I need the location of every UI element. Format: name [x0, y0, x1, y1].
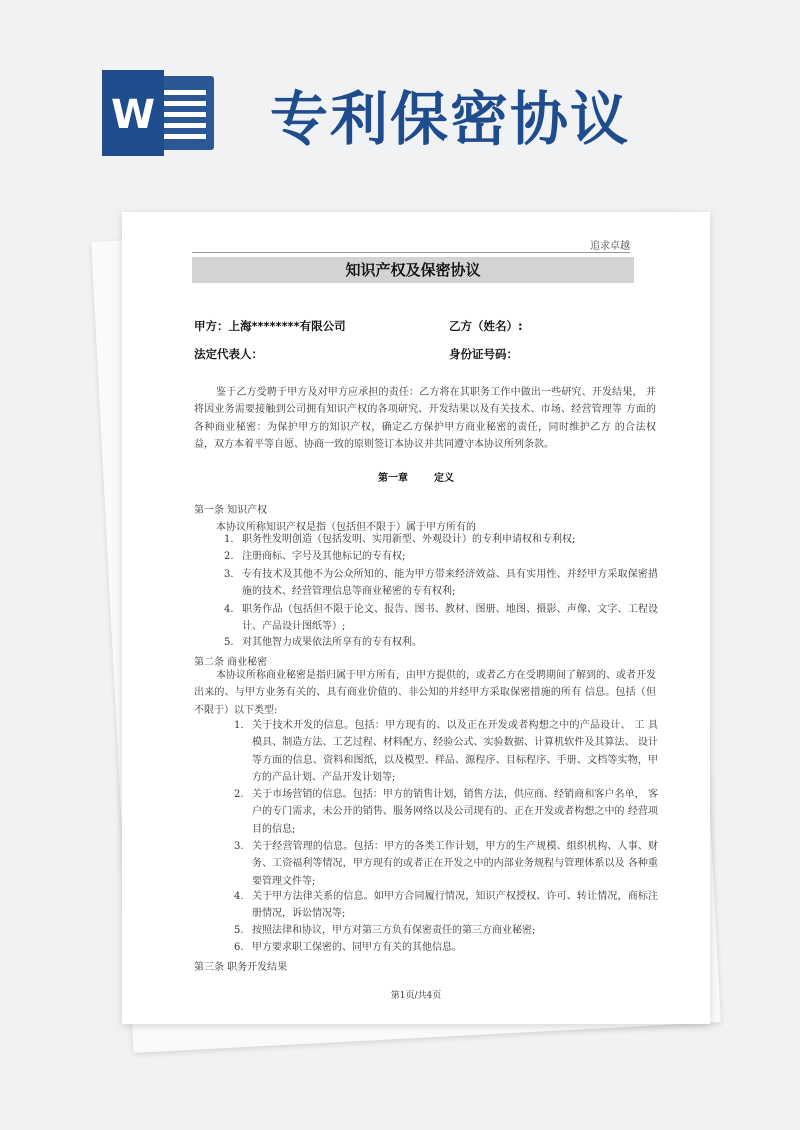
party-b: 乙方（姓名）:	[449, 319, 523, 333]
article-3-heading: 第三条 职务开发结果	[194, 962, 288, 973]
list-item: 1. 关于技术开发的信息。包括：甲方现有的、以及正在开发或者构想之中的产品设计、 工 具模具、制造方法、工艺过程、材料配方、经验公式、实验数据、计算机软件及其算法、 设计等方面的信息、资料和图纸，以及模型、样品、源程序、目标程序、手册、文档等实物，甲方的产品计划、产品开发计划等;	[234, 720, 658, 783]
list-item: 2. 关于市场营销的信息。包括：甲方的销售计划，销售方法，供应商、经销商和客户名单， 客户的专门需求，未公开的销售、服务网络以及公司现有的、正在开发或者构想之中的 经营项目的信息;	[234, 789, 658, 835]
article-2-heading: 第二条 商业秘密	[194, 657, 268, 668]
list-item: 1. 职务性发明创造（包括发明、实用新型、外观设计）的专利申请权和专利权;	[224, 534, 576, 545]
list-item: 3. 专有技术及其他不为公众所知的、能为甲方带来经济效益、具有实用性、并经甲方采取保密措施的技术、经营管理信息等商业秘密的专有权利;	[224, 569, 658, 598]
list-item: 2. 注册商标、字号及其他标记的专有权;	[224, 551, 406, 562]
chapter-heading	[122, 469, 710, 484]
chapter-title: 定义	[434, 473, 454, 484]
list-item: 5. 按照法律和协议，甲方对第三方负有保密责任的第三方商业秘密;	[234, 925, 536, 936]
list-item: 4. 关于甲方法律关系的信息。如甲方合同履行情况，知识产权授权、许可、转让情况，商标注册情况，诉讼情况等;	[234, 891, 658, 920]
document-page	[122, 212, 710, 1024]
list-item: 3. 关于经营管理的信息。包括：甲方的各类工作计划，甲方的生产规模、组织机构、人事、财务、工资福利等情况，甲方现有的或者正在开发之中的内部业务规程与管理体系以及 各种重要管理文件等;	[234, 841, 658, 887]
list-item: 4. 职务作品（包括但不限于论文、报告、图书、教材、图册、地图、摄影、声像、文字、工程设计、产品设计图纸等）;	[224, 604, 658, 633]
legal-representative: 法定代表人：	[194, 347, 263, 361]
list-item: 5. 对其他智力成果依法所享有的专有权利。	[224, 637, 422, 648]
article-2-intro: 本协议所称商业秘密是指归属于甲方所有，由甲方提供的，或者乙方在受聘期间了解到的、或者开发出来的、与甲方业务有关的、具有商业价值的、非公知的并经甲方采取保密措施的所有 信息。包括（但不限于）以下类型:	[194, 670, 656, 716]
chapter-number: 第一章	[378, 473, 408, 484]
word-logo-icon	[100, 70, 220, 156]
header-rule	[192, 252, 630, 253]
id-number: 身份证号码：	[449, 347, 518, 361]
running-head: 追求卓越	[590, 241, 630, 252]
logo-letter: W	[110, 92, 156, 138]
page-heading: 专利保密协议	[270, 85, 631, 153]
page-footer: 第1页/共4页	[390, 991, 442, 1001]
list-item: 6. 甲方要求职工保密的、同甲方有关的其他信息。	[234, 942, 462, 953]
article-1-intro: 本协议所称知识产权是指（包括但不限于）属于甲方所有的	[216, 522, 476, 533]
article-1-heading: 第一条 知识产权	[194, 505, 268, 516]
preamble: 鉴于乙方受聘于甲方及对甲方应承担的责任：乙方将在其职务工作中做出一些研究、开发结果， 并将因业务需要接触到公司拥有知识产权的各项研究、开发结果以及有关技术、市场、经营管理等 方面的各种商业秘密：为保护甲方的知识产权，确定乙方保护甲方商业秘密的责任，同时维护乙方 的合法权益，双方本着平等自愿、协商一致的原则签订本协议并共同遵守本协议所列条款。	[194, 387, 656, 450]
document-title: 知识产权及保密协议	[192, 257, 634, 283]
party-a: 甲方：上海********有限公司	[194, 319, 346, 333]
